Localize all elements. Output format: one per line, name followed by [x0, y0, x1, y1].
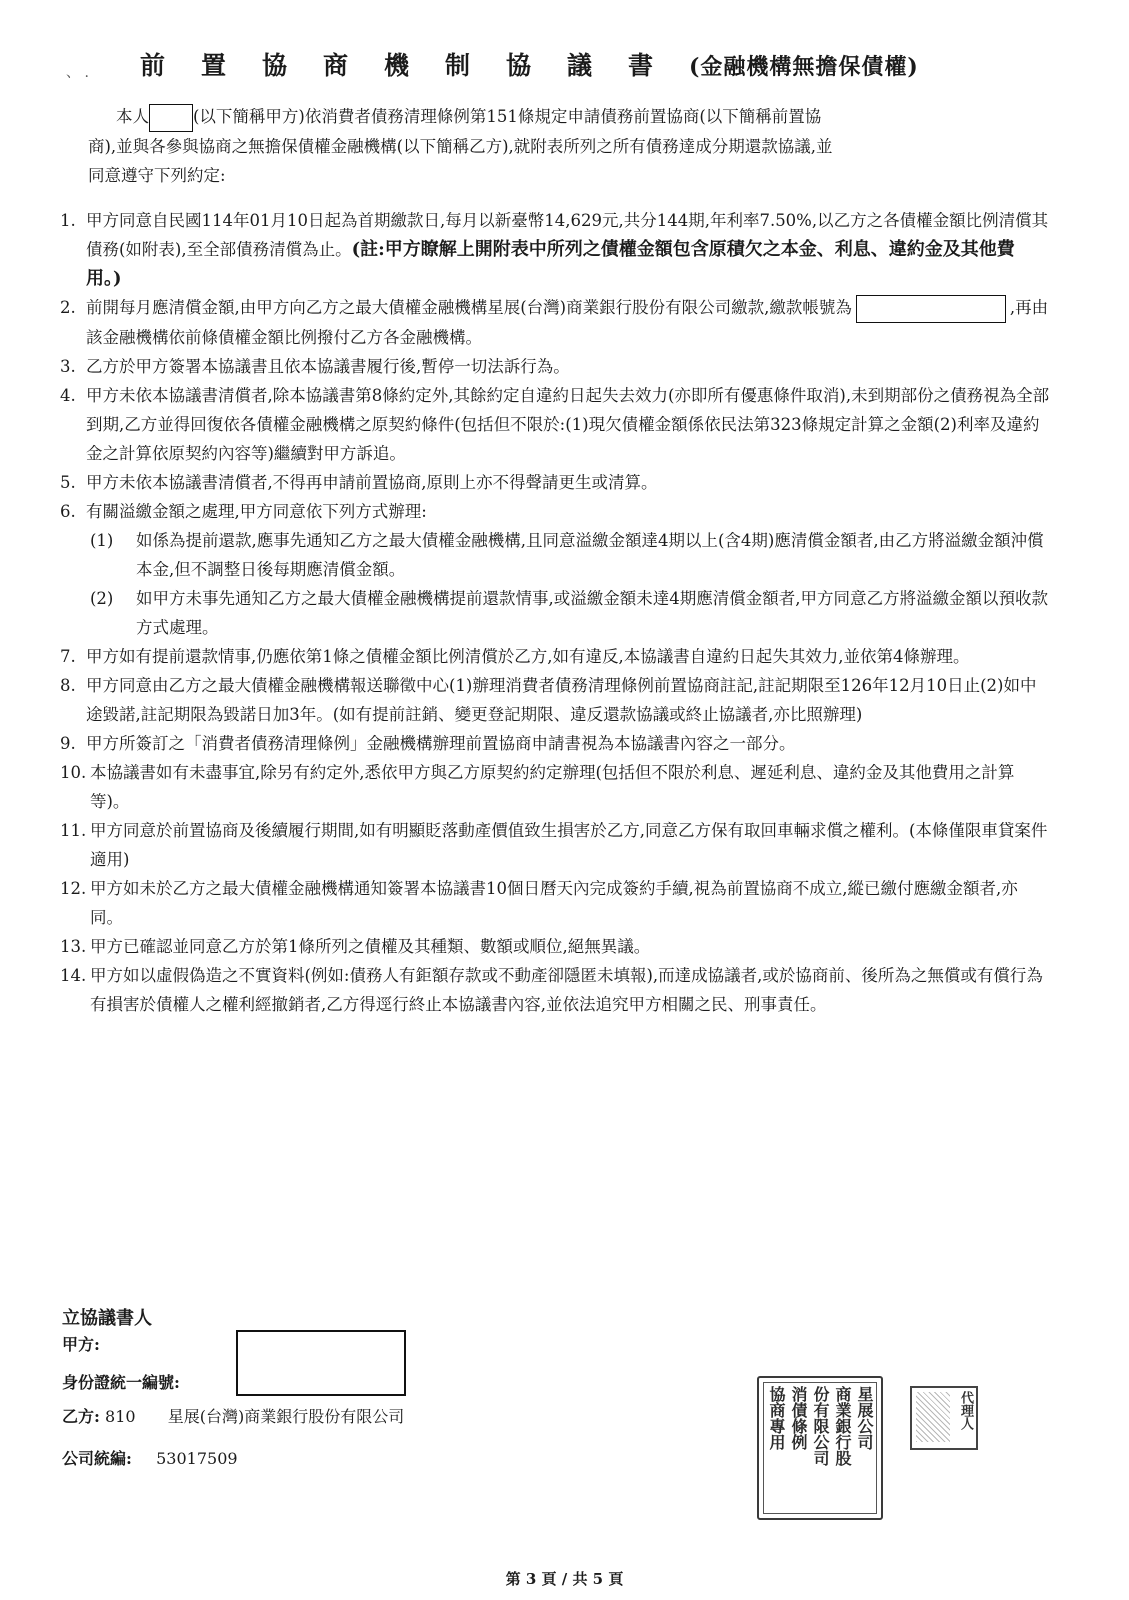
clause-7-number: 7.: [60, 646, 76, 666]
intro-line1: (以下簡稱甲方)依消費者債務清理條例第151條規定申請債務前置協商(以下簡稱前置協: [193, 107, 822, 126]
clause-11-number: 11.: [60, 820, 87, 840]
party-b-code: 810: [105, 1407, 136, 1426]
representative-seal-stamp: [910, 1386, 978, 1450]
clause-10-text: 本協議書如有未盡事宜,除另有約定外,悉依甲方與乙方原契約約定辦理(包括但不限於利息、遲延利息、違約金及其他費用之計算等)。: [90, 762, 1015, 811]
clause-12-number: 12.: [60, 878, 87, 898]
clause-6-sub-1-text: 如係為提前還款,應事先通知乙方之最大債權金融機構,且同意溢繳金額達4期以上(含4期)應清償金額者,由乙方將溢繳金額沖償本金,但不調整日後每期應清償金額。: [136, 530, 1044, 579]
clause-6-sub-2-number: (2): [90, 588, 114, 608]
seal-text-col-5: 協商專用: [767, 1386, 786, 1450]
clause-11-text: 甲方同意於前置協商及後續履行期間,如有明顯貶落動產價值致生損害於乙方,同意乙方保有取回車輛求償之權利。(本條僅限車貸案件適用): [90, 820, 1048, 869]
clause-1: [60, 206, 1050, 293]
clause-2-text-after: ,再由該金融機構依前條債權金額比例撥付乙方各金融機構。: [86, 298, 1049, 347]
clause-1-number: 1.: [60, 211, 76, 230]
clause-1-text: 甲方同意自民國114年01月10日起為首期繳款日,每月以新臺幣14,629元,共分144期,年利率7.50%,以乙方之各債權金額比例清償其債務(如附表),至全部債務清償為止。: [86, 211, 1049, 259]
party-b-row: [62, 1404, 404, 1427]
seal-text-col-3: 份有限公司: [811, 1386, 830, 1466]
clause-6-sub-1-number: (1): [90, 530, 114, 550]
clause-6-sub-2: [60, 584, 1050, 642]
title-main: 前置協商機制協議書: [140, 51, 690, 80]
clause-5-number: 5.: [60, 472, 76, 492]
seal-text-col-4: 消債條例: [789, 1386, 808, 1450]
clause-13-text: 甲方已確認並同意乙方於第1條所列之債權及其種類、數額或順位,絕無異議。: [90, 936, 651, 956]
redacted-account-box: [856, 295, 1006, 323]
clause-2-text-before: 前開每月應清償金額,由甲方向乙方之最大債權金融機構星展(台灣)商業銀行股份有限公司繳款,繳款帳號為: [86, 298, 852, 317]
clause-14: [60, 961, 1050, 1019]
clause-9-text: 甲方所簽訂之「消費者債務清理條例」金融機構辦理前置協商申請書視為本協議書內容之一部分。: [86, 733, 796, 753]
intro-before: 本人: [116, 107, 149, 126]
clause-12: [60, 874, 1050, 932]
redacted-name-box: [149, 104, 193, 132]
clause-list: [60, 206, 1050, 1019]
tax-id-value: 53017509: [156, 1449, 238, 1468]
clause-14-text: 甲方如以虛假偽造之不實資料(例如:債務人有鉅額存款或不動產卻隱匿未填報),而達成協議者,或於協商前、後所為之無償或有償行為有損害於債權人之權利經撤銷者,乙方得逕行終止本協議書內容,並依法追究甲方相關之民、刑事責任。: [90, 965, 1043, 1014]
clause-4-number: 4.: [60, 385, 76, 405]
clause-3-text: 乙方於甲方簽署本協議書且依本協議書履行後,暫停一切法訴行為。: [86, 356, 570, 376]
clause-4-text: 甲方未依本協議書清償者,除本協議書第8條約定外,其餘約定自違約日起失去效力(亦即所有優惠條件取消),未到期部份之債務視為全部到期,乙方並得回復依各債權金融機構之原契約條件(包括但不限於:(1)現欠債權金額係依民法第323條規定計算之金額(2)利率及違約金之計算依原契約內容等)繼續對甲方訴追。: [86, 385, 1050, 463]
intro-line3: 同意遵守下列約定:: [88, 165, 226, 185]
clause-2: [60, 293, 1050, 352]
clause-5-text: 甲方未依本協議書清償者,不得再申請前置協商,原則上亦不得聲請更生或清算。: [86, 472, 658, 492]
page-number-footer: 第 3 頁 / 共 5 頁: [505, 1570, 624, 1588]
seal-text-col-2: 商業銀行股: [833, 1386, 852, 1466]
clause-11: [60, 816, 1050, 874]
clause-10-number: 10.: [60, 762, 87, 782]
signatories-heading: 立協議書人: [62, 1308, 152, 1329]
clause-13-number: 13.: [60, 936, 87, 956]
redacted-signature-box: [236, 1330, 406, 1396]
clause-6-sub-2-text: 如甲方未事先通知乙方之最大債權金融機構提前還款情事,或溢繳金額未達4期應清償金額者,甲方同意乙方將溢繳金額以預收款方式處理。: [136, 588, 1048, 637]
clause-6: [60, 497, 1050, 526]
clause-1-note: (註:甲方瞭解上開附表中所列之債權金額包含原積欠之本金、利息、違約金及其他費用。): [86, 239, 1015, 289]
intro-line2: 商),並與各參與協商之無擔保債權金融機構(以下簡稱乙方),就附表所列之所有債務達成分期還款協議,並: [88, 136, 833, 156]
clause-10: [60, 758, 1050, 816]
clause-8-number: 8.: [60, 675, 76, 695]
clause-6-number: 6.: [60, 501, 76, 521]
clause-2-number: 2.: [60, 298, 76, 317]
clause-9-number: 9.: [60, 733, 76, 753]
clause-7-text: 甲方如有提前還款情事,仍應依第1條之債權金額比例清償於乙方,如有違反,本協議書自違約日起失其效力,並依第4條辦理。: [86, 646, 970, 666]
document-title: [140, 46, 960, 82]
intro-paragraph: [88, 102, 1048, 190]
id-number-label: 身份證統一編號:: [62, 1373, 180, 1392]
clause-3-number: 3.: [60, 356, 76, 376]
clause-8-text: 甲方同意由乙方之最大債權金融機構報送聯徵中心(1)辦理消費者債務清理條例前置協商註記,註記期限至126年12月10日止(2)如中途毀諾,註記期限為毀諾日加3年。(如有提前註銷、變更登記期限、違反還款協議或終止協議者,亦比照辦理): [86, 675, 1037, 724]
clause-7: [60, 642, 1050, 671]
party-a-label: 甲方:: [62, 1335, 100, 1354]
clause-12-text: 甲方如未於乙方之最大債權金融機構通知簽署本協議書10個日曆天內完成簽約手續,視為前置協商不成立,縱已繳付應繳金額者,亦同。: [90, 878, 1018, 927]
clause-6-sub-1: [60, 526, 1050, 584]
tax-id-row: [62, 1446, 238, 1469]
bank-seal-stamp: [757, 1376, 883, 1520]
clause-8: [60, 671, 1050, 729]
title-sub: (金融機構無擔保債權): [689, 54, 919, 80]
clause-13: [60, 932, 1050, 961]
party-b-label: 乙方:: [62, 1407, 100, 1426]
clause-6-text: 有關溢繳金額之處理,甲方同意依下列方式辦理:: [86, 501, 427, 521]
clause-14-number: 14.: [60, 965, 87, 985]
party-b-name: 星展(台灣)商業銀行股份有限公司: [167, 1407, 405, 1426]
clause-9: [60, 729, 1050, 758]
clause-3: [60, 352, 1050, 381]
seal-text-col-1: 星展公司: [855, 1386, 874, 1450]
clause-5: [60, 468, 1050, 497]
small-seal-text: 代理人: [958, 1391, 973, 1430]
tax-id-label: 公司統編:: [62, 1449, 132, 1468]
scan-marks: 、 .: [66, 65, 89, 81]
clause-4: [60, 381, 1050, 468]
